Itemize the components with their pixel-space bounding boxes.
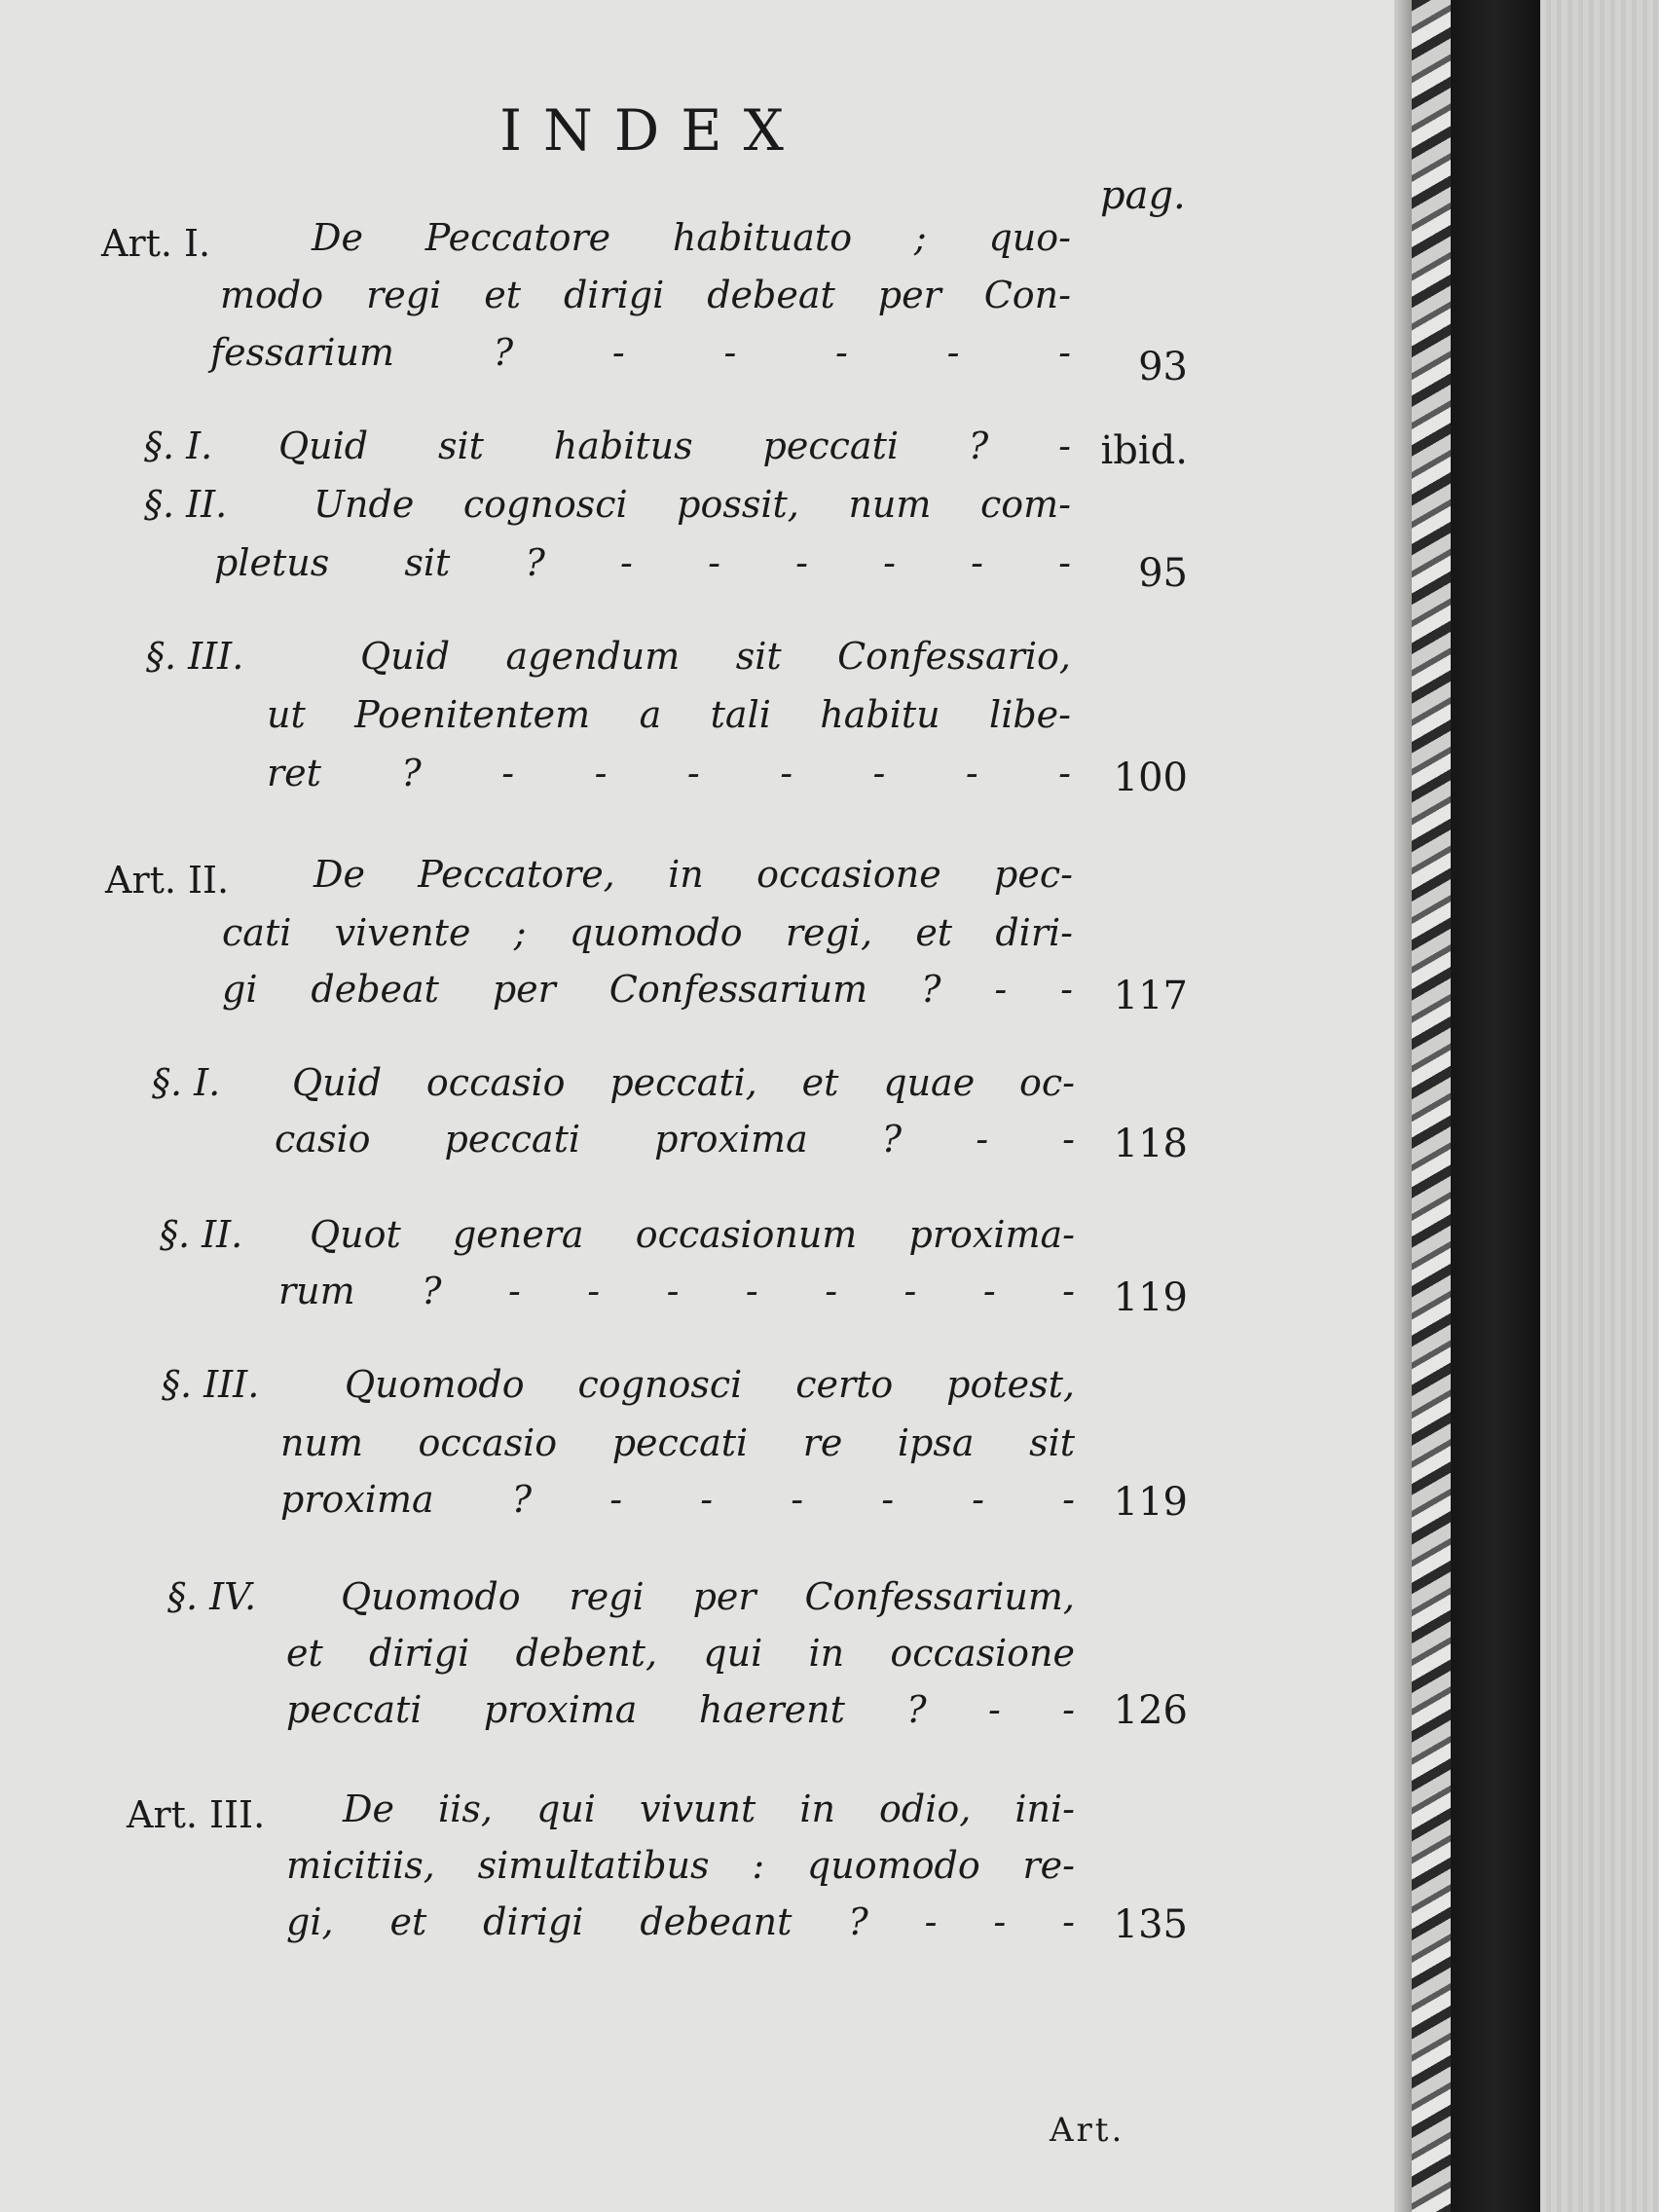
entry-line: fessarium ? - - - - -	[210, 331, 1071, 374]
entry-label: §. I.	[144, 424, 213, 467]
entry-label: Art. III.	[127, 1793, 266, 1836]
entry-line: ut Poenitentem a tali habitu libe-	[267, 693, 1071, 736]
entry-page-number: 119	[1113, 1480, 1188, 1525]
entry-line: gi, et dirigi debeant ? - - -	[286, 1900, 1075, 1943]
entry-line: De Peccatore, in occasione pec-	[313, 853, 1073, 896]
entry-line: ret ? - - - - - - -	[267, 752, 1071, 794]
entry-page-number: ibid.	[1100, 428, 1188, 473]
entry-line: proxima ? - - - - - -	[280, 1478, 1075, 1521]
catchword: Art.	[1050, 2111, 1125, 2150]
entry-page-number: 118	[1113, 1122, 1188, 1166]
entry-line: Quid sit habitus peccati ? -	[278, 424, 1071, 467]
entry-page-number: 93	[1138, 345, 1188, 389]
entry-label: §. II.	[160, 1213, 243, 1256]
entry-line: pletus sit ? - - - - - -	[214, 541, 1071, 584]
entry-line: peccati proxima haerent ? - -	[286, 1688, 1075, 1731]
entry-label: Art. I.	[101, 222, 211, 265]
entry-label: §. I.	[152, 1061, 221, 1104]
marbled-endpaper	[1412, 0, 1451, 2212]
entry-line: Quomodo cognosci certo potest,	[345, 1363, 1075, 1406]
entry-page-number: 119	[1113, 1275, 1188, 1320]
book-cover-board	[1540, 0, 1659, 2212]
entry-line: micitiis, simultatibus : quomodo re-	[286, 1844, 1075, 1887]
book-spine	[1451, 0, 1540, 2212]
entry-line: De Peccatore habituato ; quo-	[312, 216, 1071, 259]
entry-label: §. III.	[162, 1363, 260, 1406]
entry-line: modo regi et dirigi debeat per Con-	[220, 274, 1071, 316]
entry-line: Unde cognosci possit, num com-	[313, 483, 1071, 526]
entry-page-number: 135	[1113, 1902, 1188, 1947]
entry-line: et dirigi debent, qui in occasione	[286, 1632, 1075, 1675]
entry-line: Quid occasio peccati, et quae oc-	[292, 1061, 1075, 1104]
entry-page-number: 95	[1138, 551, 1188, 596]
entry-page-number: 100	[1113, 756, 1188, 800]
entry-page-number: 117	[1113, 974, 1188, 1018]
entry-label: §. IV.	[167, 1575, 257, 1618]
entry-label: Art. II.	[105, 859, 230, 902]
entry-line: num occasio peccati re ipsa sit	[280, 1421, 1075, 1464]
entry-line: cati vivente ; quomodo regi, et diri-	[222, 911, 1073, 954]
entry-line: casio peccati proxima ? - -	[275, 1118, 1075, 1161]
entry-page-number: 126	[1113, 1688, 1188, 1733]
entry-line: gi debeat per Confessarium ? - -	[222, 968, 1073, 1011]
page-edge-shadow	[1394, 0, 1412, 2212]
entry-label: §. II.	[144, 483, 228, 526]
index-title: INDEX	[499, 97, 805, 164]
pag-header: pag.	[1100, 173, 1186, 218]
entry-line: Quot genera occasionum proxima-	[310, 1213, 1075, 1256]
entry-line: Quomodo regi per Confessarium,	[341, 1575, 1075, 1618]
entry-label: §. III.	[146, 635, 244, 678]
entry-line: Quid agendum sit Confessario,	[360, 635, 1071, 678]
entry-line: rum ? - - - - - - - -	[278, 1270, 1075, 1312]
entry-line: De iis, qui vivunt in odio, ini-	[343, 1788, 1075, 1830]
